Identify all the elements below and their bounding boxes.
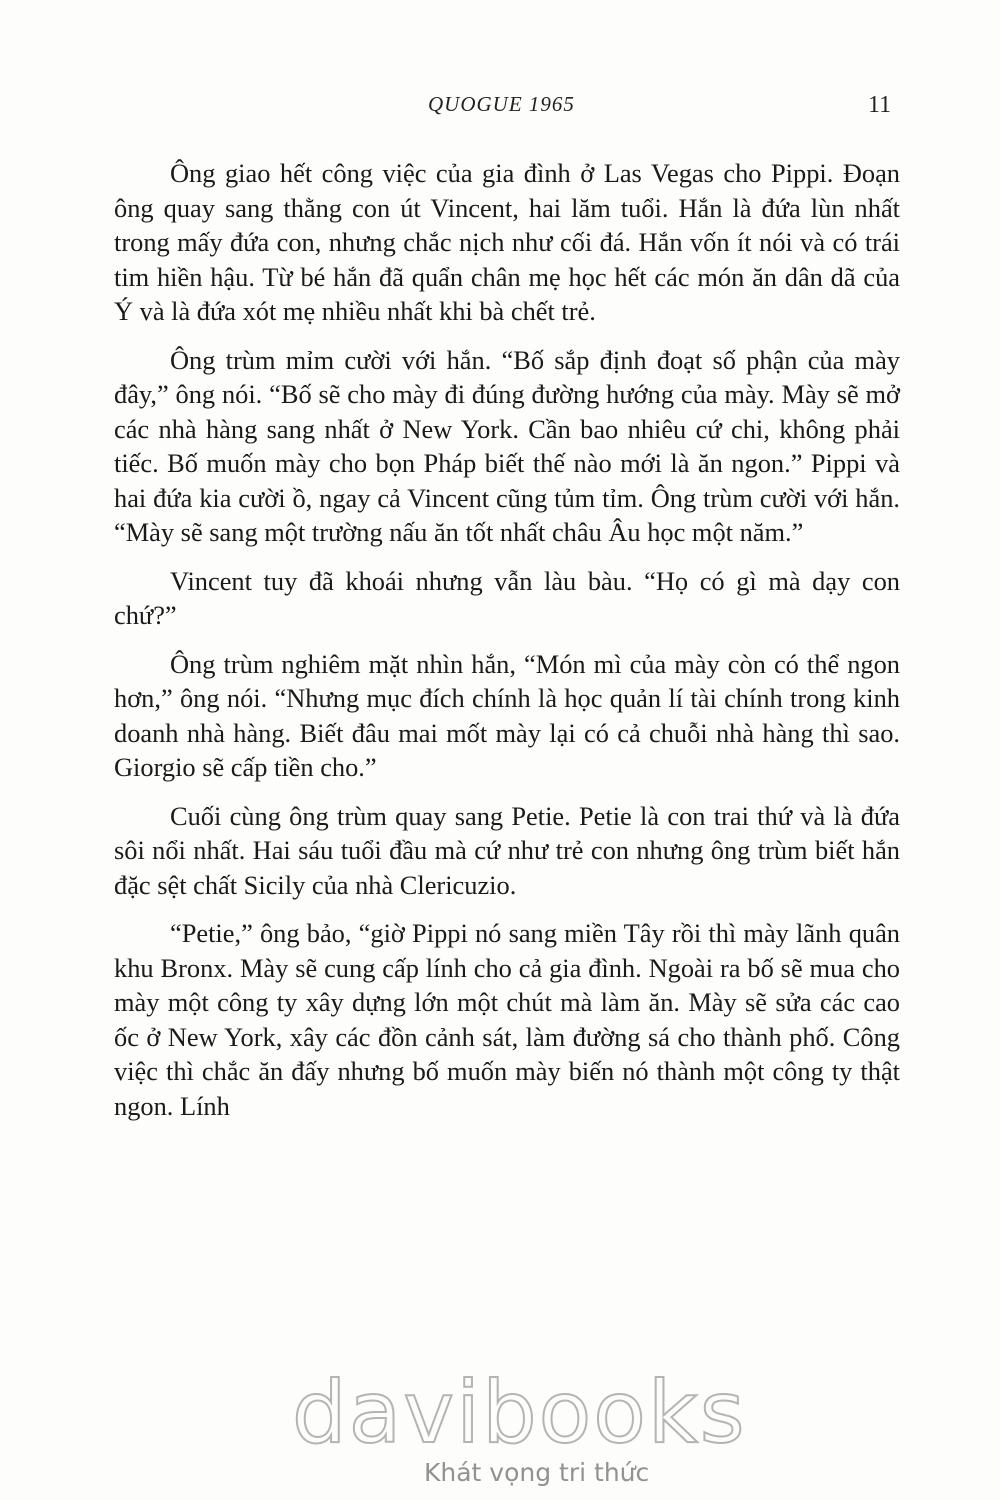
body-text xyxy=(114,156,900,1137)
paragraph: Ông giao hết công việc của gia đình ở Las Vegas cho Pippi. Đoạn ông quay sang thằng con út Vincent, hai lăm tuổi. Hắn là đứa lùn nhất trong mấy đứa con, nhưng chắc nịch như cối đá. Hắn vốn ít nói và có trái tim hiền hậu. Từ bé hắn đã quẩn chân mẹ học hết các món ăn dân dã của Ý và là đứa xót mẹ nhiều nhất khi bà chết trẻ. xyxy=(114,158,900,326)
running-title: QUOGUE 1965 xyxy=(428,92,575,116)
page-number: 11 xyxy=(868,92,892,118)
paragraph: Ông trùm nghiêm mặt nhìn hắn, “Món mì của mày còn có thể ngon hơn,” ông nói. “Nhưng mục đích chính là học quản lí tài chính trong kinh doanh nhà hàng. Biết đâu mai mốt mày lại có cả chuỗi nhà hàng thì sao. Giorgio sẽ cấp tiền cho.” xyxy=(114,648,900,782)
watermark-logo: davibooks xyxy=(292,1363,747,1463)
page-header xyxy=(0,88,1000,128)
watermark xyxy=(0,1363,1000,1500)
paragraph: Vincent tuy đã khoái nhưng vẫn làu bàu. “Họ có gì mà dạy con chứ?” xyxy=(114,565,900,630)
watermark-tagline: Khát vọng tri thức xyxy=(424,1458,650,1487)
paragraph: “Petie,” ông bảo, “giờ Pippi nó sang miền Tây rồi thì mày lãnh quân khu Bronx. Mày sẽ cung cấp lính cho cả gia đình. Ngoài ra bố sẽ mua cho mày một công ty xây dựng lớn một chút mà làm ăn. Mày sẽ sửa các cao ốc ở New York, xây các đồn cảnh sát, làm đường sá cho thành phố. Công việc thì chắc ăn đấy nhưng bố muốn mày biến nó thành một công ty thật ngon. Lính xyxy=(114,918,900,1121)
paragraph: Cuối cùng ông trùm quay sang Petie. Petie là con trai thứ và là đứa sôi nổi nhất. Hai sáu tuổi đầu mà cứ như trẻ con nhưng ông trùm biết hắn đặc sệt chất Sicily của nhà Clericuzio. xyxy=(114,800,900,900)
paragraph: Ông trùm mỉm cười với hắn. “Bố sắp định đoạt số phận của mày đây,” ông nói. “Bố sẽ cho mày đi đúng đường hướng của mày. Mày sẽ mở các nhà hàng sang nhất ở New York. Cần bao nhiêu cứ chi, không phải tiếc. Bố muốn mày cho bọn Pháp biết thế nào mới là ăn ngon.” Pippi và hai đứa kia cười ồ, ngay cả Vincent cũng tủm tỉm. Ông trùm cười với hắn. “Mày sẽ sang một trường nấu ăn tốt nhất châu Âu học một năm.” xyxy=(114,344,900,547)
